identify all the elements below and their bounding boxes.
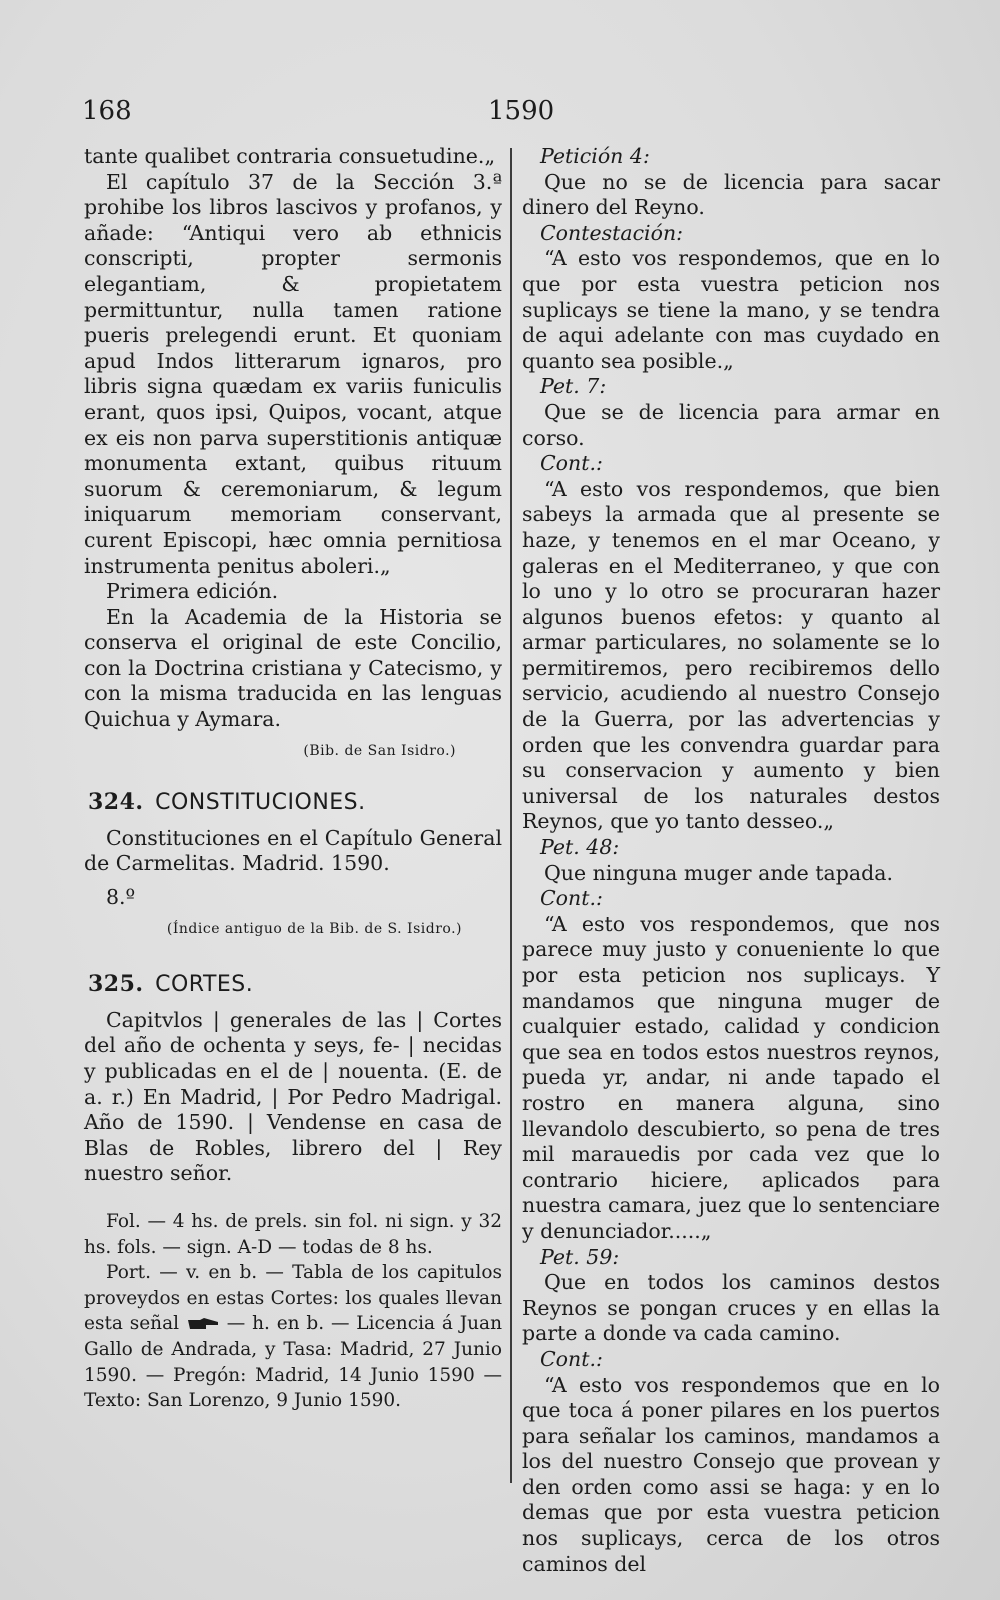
edition-note: Primera edición.	[106, 579, 279, 604]
petition-text: Que se de licencia para armar en corso.	[522, 399, 940, 450]
entry-325-collation: Fol. — 4 hs. de prels. sin fol. ni sign. y 32 hs. fols. — sign. A-D — todas de 8 hs.	[84, 1210, 502, 1258]
petition-label: Contestación:	[540, 220, 684, 245]
left-column	[84, 144, 502, 1414]
petition-label: Cont.:	[540, 1346, 603, 1371]
petition-text: “A esto vos respondemos que en lo que toca á poner pilares en los puertos para señalar los caminos, mandamos a los del nuestro Consejo que provean y den orden como assi se haga: y en lo demas que por esta vuestra peticion nos suplicays, cerca de los otros caminos del	[522, 1372, 940, 1576]
entry-325-contents	[84, 1260, 502, 1414]
entry-number: 325.	[88, 971, 144, 998]
entry-324-source: (Índice antiguo de la Bib. de S. Isidro.)	[166, 920, 462, 937]
entry-title: CORTES.	[155, 972, 254, 998]
petition-label: Pet. 7:	[540, 374, 607, 399]
entry-324-description: Constituciones en el Capítulo General de Carmelitas. Madrid. 1590.	[84, 825, 502, 876]
entry-325-description: Capitvlos | generales de las | Cortes del año de ochenta y seys, fe- | necidas y publicadas en el de | nouenta. (E. de a. r.) En Madrid, | Por Pedro Madrigal. Año de 1590. | Vendense en casa de Blas de Robles, librero del | Rey nuestro señor.	[84, 1007, 502, 1186]
entry-325-heading	[88, 972, 502, 998]
source-citation: (Bib. de San Isidro.)	[303, 742, 456, 759]
entry-title: CONSTITUCIONES.	[155, 790, 366, 816]
right-column	[522, 144, 940, 1577]
page-number: 168	[82, 96, 132, 126]
entry-number: 324.	[88, 789, 144, 816]
petition-text: “A esto vos respondemos, que bien sabeys la armada que al presente se haze, y tenemos en el mar Oceano, y galeras en el Mediterraneo, y que con lo uno y lo otro se procuraran hazer algunos buenos efetos: y quanto al armar particulares, no solamente se lo permitiremos, pero recibiremos dello servicio, acudiendo al nuestro Consejo de la Guerra, por las advertencias y orden que les convendra guardar para su conservacion y aumento y bien universal de los naturales destos Reynos, que yo tanto desseo.„	[522, 476, 940, 834]
chapter-37-paragraph: El capítulo 37 de la Sección 3.ª prohibe los libros lascivos y profanos, y añade: “Antiqui vero ab ethnicis conscripti, propter sermonis elegantiam, & propietatem permittuntur, nulla tamen ratione pueris prelegendi erunt. Et quoniam apud Indos litterarum ignaros, pro libris signa quædam ex variis funiculis erant, quos ipsi, Quipos, vocant, atque ex eis non parva superstitionis antiquæ monumenta extant, quibus rituum suorum & ceremoniarum, & legum iniquarum memoriam conservant, curent Episcopi, hæc omnia pernitiosa instrumenta penitus aboleri.„	[84, 169, 502, 578]
entry-324-heading	[88, 790, 502, 816]
running-year: 1590	[488, 96, 555, 126]
petition-text: Que en todos los caminos destos Reynos se pongan cruces y en ellas la parte a donde va cada camino.	[522, 1270, 940, 1346]
entry-324-format: 8.º	[106, 885, 136, 910]
petition-label: Pet. 59:	[540, 1244, 620, 1269]
petition-label: Petición 4:	[540, 144, 650, 168]
contents-text-a: Port. — v. en b. — Tabla de los capitulos proveydos en estas Cortes: los quales llevan esta señal	[84, 1262, 502, 1335]
academy-note: En la Academia de la Historia se conserva el original de este Concilio, con la Doctrina cristiana y Catecismo, y con la misma traducida en las lenguas Quichua y Aymara.	[84, 604, 502, 732]
petition-label: Pet. 48:	[540, 835, 620, 860]
petition-text: Que no se de licencia para sacar dinero del Reyno.	[522, 169, 940, 220]
pointing-hand-icon	[186, 1316, 220, 1332]
running-header	[0, 96, 1000, 136]
petition-text: Que ninguna muger ande tapada.	[544, 860, 893, 885]
petition-label: Cont.:	[540, 451, 603, 476]
petition-label: Cont.:	[540, 886, 603, 911]
petition-text: “A esto vos respondemos, que nos parece muy justo y conueniente lo que por esta peticion nos suplicays. Y mandamos que ninguna muger de cualquier estado, calidad y condicion que sea en todos estos nuestros reynos, pueda yr, andar, ni ande tapado el rostro en manera alguna, sino llevandolo descubierto, so pena de tres mil marauedis por cada vez que lo contrario hiciere, aplicados para nuestra camara, juez que lo sentenciare y denunciador.....„	[522, 911, 940, 1243]
column-divider	[510, 148, 512, 1483]
petition-text: “A esto vos respondemos, que en lo que por esta vuestra peticion nos suplicays se tiene la mano, y se tendra de aqui adelante con mas cuydado en quanto sea posible.„	[522, 246, 940, 373]
contents-text-b: — h. en b. — Licencia á Juan Gallo de Andrada, y Tasa: Madrid, 27 Junio 1590. — Pregón: Madrid, 14 Junio 1590 — Texto: San Lorenzo, 9 Junio 1590.	[84, 1313, 502, 1412]
quote-closing-line: tante qualibet contraria consuetudine.„	[84, 144, 496, 168]
